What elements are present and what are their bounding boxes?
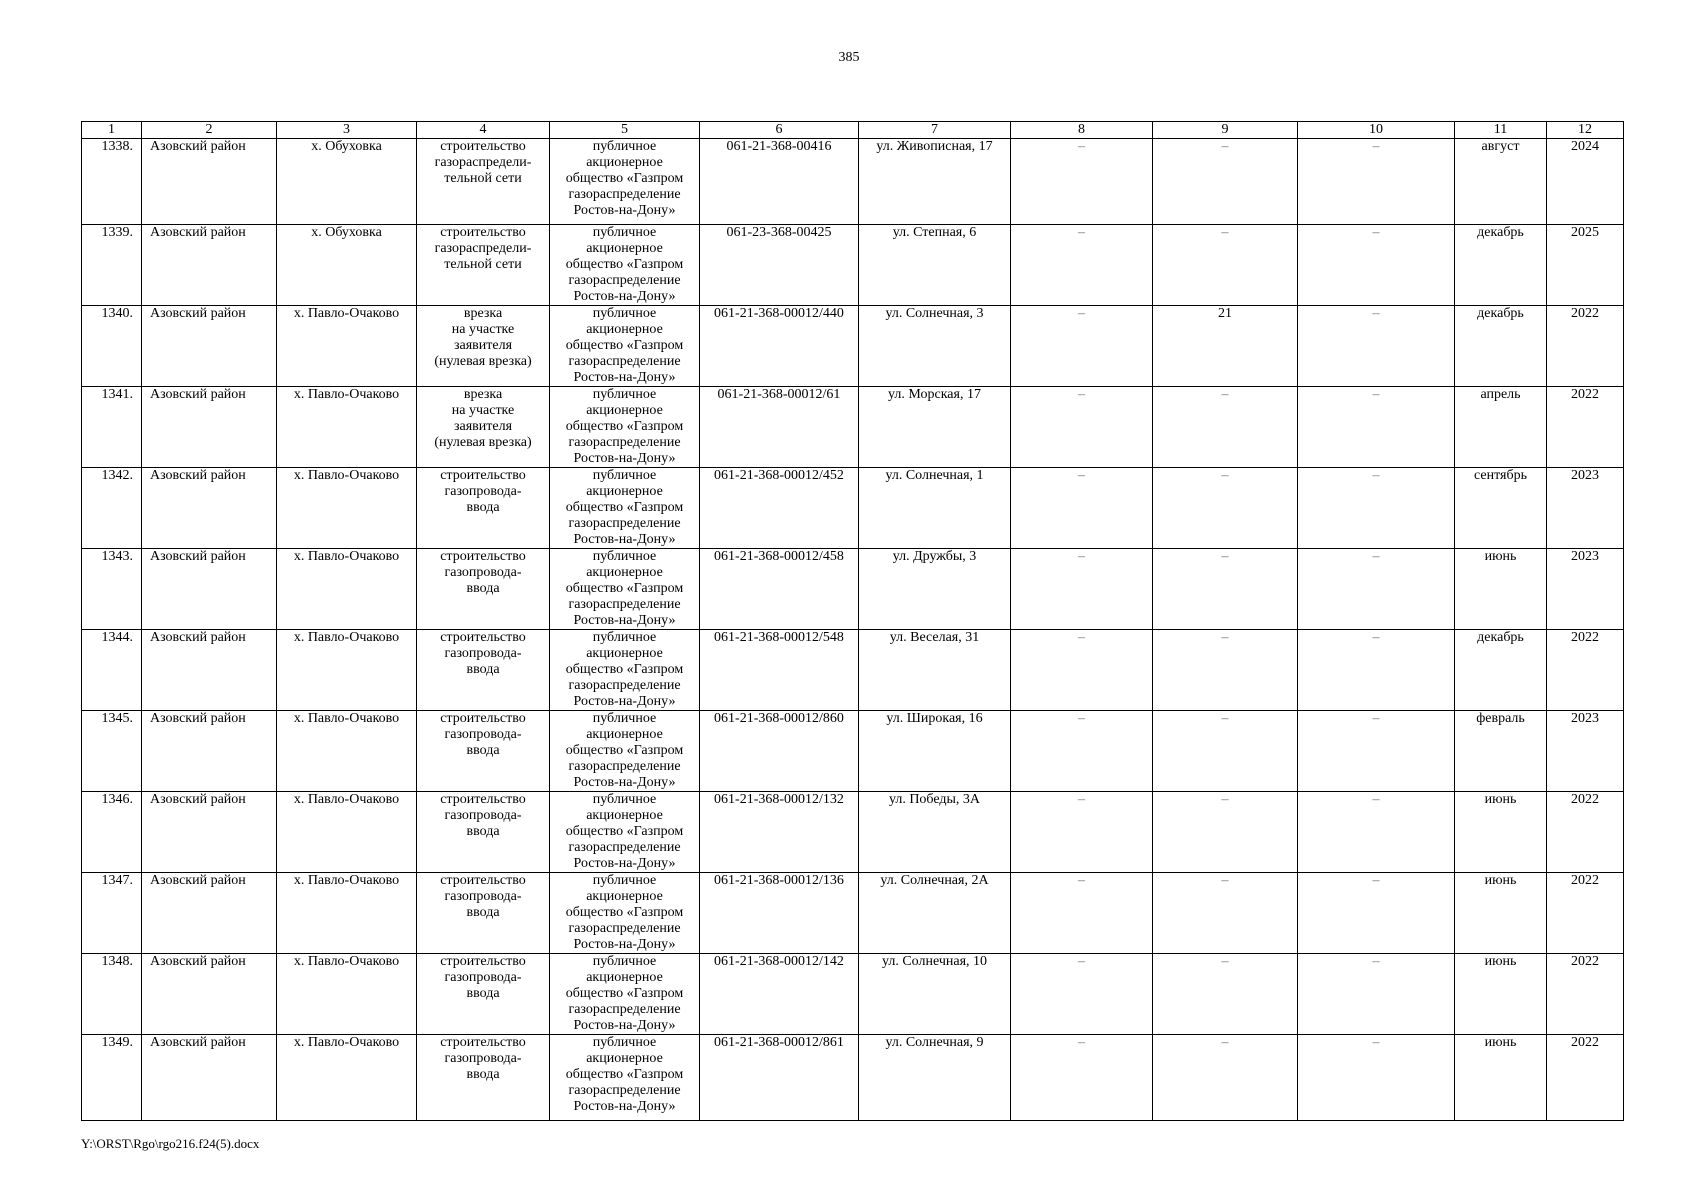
organization-cell-line: Ростов-на-Дону» — [573, 937, 676, 952]
code-cell: 061-21-368-00012/132 — [700, 792, 859, 873]
organization-cell — [550, 630, 700, 711]
organization-cell-line: публичное — [592, 468, 657, 483]
work-type-cell-line: тельной сети — [444, 257, 522, 272]
settlement-cell: х. Павло-Очаково — [277, 387, 417, 468]
organization-cell-line: общество «Газпром — [565, 1067, 684, 1082]
col8-cell: – — [1011, 306, 1153, 387]
work-type-cell-line: ввода — [466, 986, 500, 1001]
col10-cell: – — [1298, 954, 1455, 1035]
work-type-cell — [417, 1035, 550, 1121]
organization-cell-line: Ростов-на-Дону» — [573, 370, 676, 385]
work-type-cell-line: ввода — [466, 1067, 500, 1082]
organization-cell-line: публичное — [592, 630, 657, 645]
table-row — [82, 549, 1624, 630]
work-type-cell-line: строительство — [440, 549, 526, 564]
year-cell: 2022 — [1547, 1035, 1624, 1121]
organization-cell-line: публичное — [592, 549, 657, 564]
table-row — [82, 711, 1624, 792]
table-row — [82, 306, 1624, 387]
column-number: 2 — [142, 122, 277, 139]
work-type-cell-line: тельной сети — [444, 171, 522, 186]
work-type-cell-line: строительство — [440, 792, 526, 807]
organization-cell-line: публичное — [592, 387, 657, 402]
address-cell: ул. Степная, 6 — [859, 225, 1011, 306]
year-cell: 2023 — [1547, 549, 1624, 630]
organization-cell — [550, 306, 700, 387]
organization-cell-line: акционерное — [586, 1051, 663, 1066]
organization-cell-line: акционерное — [586, 565, 663, 580]
work-type-cell — [417, 387, 550, 468]
column-number: 5 — [550, 122, 700, 139]
work-type-cell — [417, 468, 550, 549]
organization-cell-line: газораспределение — [568, 187, 681, 202]
year-cell: 2022 — [1547, 873, 1624, 954]
work-type-cell-line: газопровода- — [444, 565, 522, 580]
settlement-cell: х. Обуховка — [277, 225, 417, 306]
organization-cell-line: общество «Газпром — [565, 257, 684, 272]
col10-cell: – — [1298, 468, 1455, 549]
col8-cell: – — [1011, 549, 1153, 630]
col9-cell: – — [1153, 873, 1298, 954]
month-cell: июнь — [1455, 873, 1547, 954]
col8-cell: – — [1011, 954, 1153, 1035]
organization-cell-line: газораспределение — [568, 597, 681, 612]
row-number: 1344. — [82, 630, 142, 711]
settlement-cell: х. Павло-Очаково — [277, 711, 417, 792]
work-type-cell-line: газопровода- — [444, 889, 522, 904]
col9-cell: – — [1153, 954, 1298, 1035]
organization-cell-line: акционерное — [586, 322, 663, 337]
work-type-cell-line: строительство — [440, 873, 526, 888]
address-cell: ул. Веселая, 31 — [859, 630, 1011, 711]
col8-cell: – — [1011, 225, 1153, 306]
row-number: 1340. — [82, 306, 142, 387]
settlement-cell: х. Обуховка — [277, 139, 417, 225]
settlement-cell: х. Павло-Очаково — [277, 954, 417, 1035]
work-type-cell-line: ввода — [466, 824, 500, 839]
month-cell: февраль — [1455, 711, 1547, 792]
work-type-cell-line: врезка — [463, 387, 503, 402]
work-type-cell-line: строительство — [440, 468, 526, 483]
organization-cell-line: публичное — [592, 306, 657, 321]
col9-cell: – — [1153, 225, 1298, 306]
organization-cell-line: общество «Газпром — [565, 581, 684, 596]
organization-cell — [550, 792, 700, 873]
organization-cell-line: акционерное — [586, 808, 663, 823]
col10-cell: – — [1298, 387, 1455, 468]
address-cell: ул. Победы, 3А — [859, 792, 1011, 873]
work-type-cell-line: заявителя — [453, 338, 513, 353]
code-cell: 061-21-368-00012/861 — [700, 1035, 859, 1121]
work-type-cell-line: (нулевая врезка) — [434, 354, 532, 369]
work-type-cell-line: газопровода- — [444, 970, 522, 985]
work-type-cell-line: ввода — [466, 581, 500, 596]
work-type-cell-line: ввода — [466, 500, 500, 515]
organization-cell-line: газораспределение — [568, 921, 681, 936]
organization-cell-line: Ростов-на-Дону» — [573, 1018, 676, 1033]
col10-cell: – — [1298, 792, 1455, 873]
organization-cell-line: общество «Газпром — [565, 338, 684, 353]
row-number: 1341. — [82, 387, 142, 468]
table-row — [82, 468, 1624, 549]
row-number: 1349. — [82, 1035, 142, 1121]
work-type-cell-line: газопровода- — [444, 646, 522, 661]
organization-cell — [550, 387, 700, 468]
address-cell: ул. Солнечная, 9 — [859, 1035, 1011, 1121]
col9-cell: – — [1153, 711, 1298, 792]
column-number: 11 — [1455, 122, 1547, 139]
district-cell: Азовский район — [142, 306, 277, 387]
code-cell: 061-23-368-00425 — [700, 225, 859, 306]
column-number: 12 — [1547, 122, 1624, 139]
table-row — [82, 1035, 1624, 1121]
district-cell: Азовский район — [142, 139, 277, 225]
col9-cell: – — [1153, 139, 1298, 225]
year-cell: 2024 — [1547, 139, 1624, 225]
col8-cell: – — [1011, 468, 1153, 549]
settlement-cell: х. Павло-Очаково — [277, 792, 417, 873]
row-number: 1339. — [82, 225, 142, 306]
code-cell: 061-21-368-00012/860 — [700, 711, 859, 792]
organization-cell-line: Ростов-на-Дону» — [573, 532, 676, 547]
organization-cell-line: акционерное — [586, 484, 663, 499]
organization-cell-line: Ростов-на-Дону» — [573, 856, 676, 871]
code-cell: 061-21-368-00012/548 — [700, 630, 859, 711]
organization-cell-line: общество «Газпром — [565, 905, 684, 920]
month-cell: июнь — [1455, 1035, 1547, 1121]
table-row — [82, 139, 1624, 225]
organization-cell-line: общество «Газпром — [565, 743, 684, 758]
work-type-cell — [417, 225, 550, 306]
table-row — [82, 954, 1624, 1035]
organization-cell — [550, 711, 700, 792]
organization-cell-line: Ростов-на-Дону» — [573, 694, 676, 709]
address-cell: ул. Морская, 17 — [859, 387, 1011, 468]
column-number: 7 — [859, 122, 1011, 139]
col10-cell: – — [1298, 1035, 1455, 1121]
organization-cell-line: общество «Газпром — [565, 662, 684, 677]
organization-cell-line: общество «Газпром — [565, 419, 684, 434]
district-cell: Азовский район — [142, 1035, 277, 1121]
settlement-cell: х. Павло-Очаково — [277, 630, 417, 711]
settlement-cell: х. Павло-Очаково — [277, 1035, 417, 1121]
work-type-cell-line: газопровода- — [444, 1051, 522, 1066]
work-type-cell-line: ввода — [466, 905, 500, 920]
work-type-cell-line: на участке — [451, 322, 515, 337]
organization-cell-line: публичное — [592, 225, 657, 240]
organization-cell — [550, 139, 700, 225]
col10-cell: – — [1298, 549, 1455, 630]
col8-cell: – — [1011, 873, 1153, 954]
organization-cell-line: публичное — [592, 792, 657, 807]
address-cell: ул. Дружбы, 3 — [859, 549, 1011, 630]
district-cell: Азовский район — [142, 630, 277, 711]
organization-cell-line: акционерное — [586, 889, 663, 904]
organization-cell-line: газораспределение — [568, 273, 681, 288]
organization-cell — [550, 549, 700, 630]
col9-cell: – — [1153, 549, 1298, 630]
month-cell: август — [1455, 139, 1547, 225]
organization-cell-line: акционерное — [586, 646, 663, 661]
year-cell: 2025 — [1547, 225, 1624, 306]
col9-cell: – — [1153, 387, 1298, 468]
work-type-cell-line: газопровода- — [444, 484, 522, 499]
address-cell: ул. Солнечная, 3 — [859, 306, 1011, 387]
organization-cell-line: газораспределение — [568, 354, 681, 369]
organization-cell — [550, 225, 700, 306]
district-cell: Азовский район — [142, 711, 277, 792]
work-type-cell-line: газопровода- — [444, 727, 522, 742]
work-type-cell — [417, 873, 550, 954]
work-type-cell-line: строительство — [440, 711, 526, 726]
organization-cell-line: газораспределение — [568, 678, 681, 693]
column-number: 3 — [277, 122, 417, 139]
table-row — [82, 873, 1624, 954]
col9-cell: – — [1153, 630, 1298, 711]
table-row — [82, 630, 1624, 711]
col9-cell: 21 — [1153, 306, 1298, 387]
month-cell: июнь — [1455, 792, 1547, 873]
organization-cell-line: Ростов-на-Дону» — [573, 451, 676, 466]
month-cell: сентябрь — [1455, 468, 1547, 549]
organization-cell-line: Ростов-на-Дону» — [573, 613, 676, 628]
work-type-cell-line: строительство — [440, 1035, 526, 1050]
column-number: 4 — [417, 122, 550, 139]
organization-cell — [550, 954, 700, 1035]
work-type-cell-line: строительство — [440, 954, 526, 969]
row-number: 1338. — [82, 139, 142, 225]
district-cell: Азовский район — [142, 549, 277, 630]
organization-cell-line: публичное — [592, 711, 657, 726]
col8-cell: – — [1011, 792, 1153, 873]
organization-cell-line: газораспределение — [568, 759, 681, 774]
year-cell: 2022 — [1547, 387, 1624, 468]
work-type-cell-line: ввода — [466, 662, 500, 677]
organization-cell-line: акционерное — [586, 970, 663, 985]
organization-cell-line: Ростов-на-Дону» — [573, 1099, 676, 1114]
organization-cell-line: общество «Газпром — [565, 986, 684, 1001]
organization-cell-line: общество «Газпром — [565, 824, 684, 839]
work-type-cell — [417, 792, 550, 873]
col8-cell: – — [1011, 1035, 1153, 1121]
organization-cell-line: газораспределение — [568, 840, 681, 855]
year-cell: 2022 — [1547, 630, 1624, 711]
organization-cell-line: акционерное — [586, 241, 663, 256]
work-type-cell — [417, 549, 550, 630]
code-cell: 061-21-368-00012/61 — [700, 387, 859, 468]
organization-cell-line: Ростов-на-Дону» — [573, 289, 676, 304]
column-number: 1 — [82, 122, 142, 139]
work-type-cell-line: строительство — [440, 139, 526, 154]
month-cell: декабрь — [1455, 225, 1547, 306]
district-cell: Азовский район — [142, 792, 277, 873]
row-number: 1347. — [82, 873, 142, 954]
organization-cell-line: публичное — [592, 139, 657, 154]
organization-cell-line: Ростов-на-Дону» — [573, 203, 676, 218]
data-table — [81, 121, 1624, 1121]
work-type-cell-line: газораспредели- — [434, 241, 532, 256]
district-cell: Азовский район — [142, 873, 277, 954]
work-type-cell — [417, 630, 550, 711]
address-cell: ул. Солнечная, 2А — [859, 873, 1011, 954]
settlement-cell: х. Павло-Очаково — [277, 306, 417, 387]
col10-cell: – — [1298, 711, 1455, 792]
address-cell: ул. Солнечная, 1 — [859, 468, 1011, 549]
column-number: 8 — [1011, 122, 1153, 139]
organization-cell-line: газораспределение — [568, 435, 681, 450]
row-number: 1345. — [82, 711, 142, 792]
column-number: 6 — [700, 122, 859, 139]
column-number: 10 — [1298, 122, 1455, 139]
col10-cell: – — [1298, 225, 1455, 306]
year-cell: 2023 — [1547, 468, 1624, 549]
file-path-footer: Y:\ORST\Rgo\rgo216.f24(5).docx — [81, 1136, 260, 1151]
work-type-cell-line: заявителя — [453, 419, 513, 434]
district-cell: Азовский район — [142, 468, 277, 549]
organization-cell-line: акционерное — [586, 155, 663, 170]
address-cell: ул. Живописная, 17 — [859, 139, 1011, 225]
year-cell: 2023 — [1547, 711, 1624, 792]
organization-cell-line: общество «Газпром — [565, 500, 684, 515]
organization-cell-line: публичное — [592, 954, 657, 969]
month-cell: июнь — [1455, 549, 1547, 630]
work-type-cell — [417, 954, 550, 1035]
organization-cell-line: Ростов-на-Дону» — [573, 775, 676, 790]
row-number: 1343. — [82, 549, 142, 630]
row-number: 1346. — [82, 792, 142, 873]
organization-cell-line: акционерное — [586, 403, 663, 418]
year-cell: 2022 — [1547, 954, 1624, 1035]
page-number: 385 — [838, 50, 860, 65]
column-number: 9 — [1153, 122, 1298, 139]
work-type-cell — [417, 139, 550, 225]
code-cell: 061-21-368-00012/458 — [700, 549, 859, 630]
work-type-cell-line: газораспредели- — [434, 155, 532, 170]
organization-cell-line: газораспределение — [568, 1002, 681, 1017]
column-number-row — [82, 122, 1624, 139]
row-number: 1342. — [82, 468, 142, 549]
work-type-cell-line: на участке — [451, 403, 515, 418]
organization-cell-line: общество «Газпром — [565, 171, 684, 186]
row-number: 1348. — [82, 954, 142, 1035]
code-cell: 061-21-368-00416 — [700, 139, 859, 225]
work-type-cell-line: ввода — [466, 743, 500, 758]
year-cell: 2022 — [1547, 792, 1624, 873]
table-row — [82, 387, 1624, 468]
work-type-cell-line: строительство — [440, 630, 526, 645]
work-type-cell — [417, 306, 550, 387]
table-row — [82, 225, 1624, 306]
organization-cell-line: акционерное — [586, 727, 663, 742]
col8-cell: – — [1011, 387, 1153, 468]
organization-cell — [550, 468, 700, 549]
col9-cell: – — [1153, 1035, 1298, 1121]
month-cell: декабрь — [1455, 306, 1547, 387]
col10-cell: – — [1298, 139, 1455, 225]
year-cell: 2022 — [1547, 306, 1624, 387]
month-cell: апрель — [1455, 387, 1547, 468]
settlement-cell: х. Павло-Очаково — [277, 468, 417, 549]
district-cell: Азовский район — [142, 225, 277, 306]
work-type-cell-line: газопровода- — [444, 808, 522, 823]
organization-cell-line: газораспределение — [568, 516, 681, 531]
code-cell: 061-21-368-00012/142 — [700, 954, 859, 1035]
settlement-cell: х. Павло-Очаково — [277, 873, 417, 954]
col10-cell: – — [1298, 630, 1455, 711]
month-cell: декабрь — [1455, 630, 1547, 711]
code-cell: 061-21-368-00012/452 — [700, 468, 859, 549]
organization-cell-line: газораспределение — [568, 1083, 681, 1098]
organization-cell-line: публичное — [592, 1035, 657, 1050]
code-cell: 061-21-368-00012/136 — [700, 873, 859, 954]
work-type-cell-line: (нулевая врезка) — [434, 435, 532, 450]
month-cell: июнь — [1455, 954, 1547, 1035]
code-cell: 061-21-368-00012/440 — [700, 306, 859, 387]
work-type-cell — [417, 711, 550, 792]
district-cell: Азовский район — [142, 387, 277, 468]
organization-cell — [550, 1035, 700, 1121]
col8-cell: – — [1011, 630, 1153, 711]
work-type-cell-line: строительство — [440, 225, 526, 240]
col9-cell: – — [1153, 468, 1298, 549]
table-body — [82, 139, 1624, 1121]
col9-cell: – — [1153, 792, 1298, 873]
table-row — [82, 792, 1624, 873]
col10-cell: – — [1298, 873, 1455, 954]
col8-cell: – — [1011, 139, 1153, 225]
work-type-cell-line: врезка — [463, 306, 503, 321]
organization-cell — [550, 873, 700, 954]
organization-cell-line: публичное — [592, 873, 657, 888]
address-cell: ул. Солнечная, 10 — [859, 954, 1011, 1035]
col10-cell: – — [1298, 306, 1455, 387]
district-cell: Азовский район — [142, 954, 277, 1035]
address-cell: ул. Широкая, 16 — [859, 711, 1011, 792]
col8-cell: – — [1011, 711, 1153, 792]
settlement-cell: х. Павло-Очаково — [277, 549, 417, 630]
